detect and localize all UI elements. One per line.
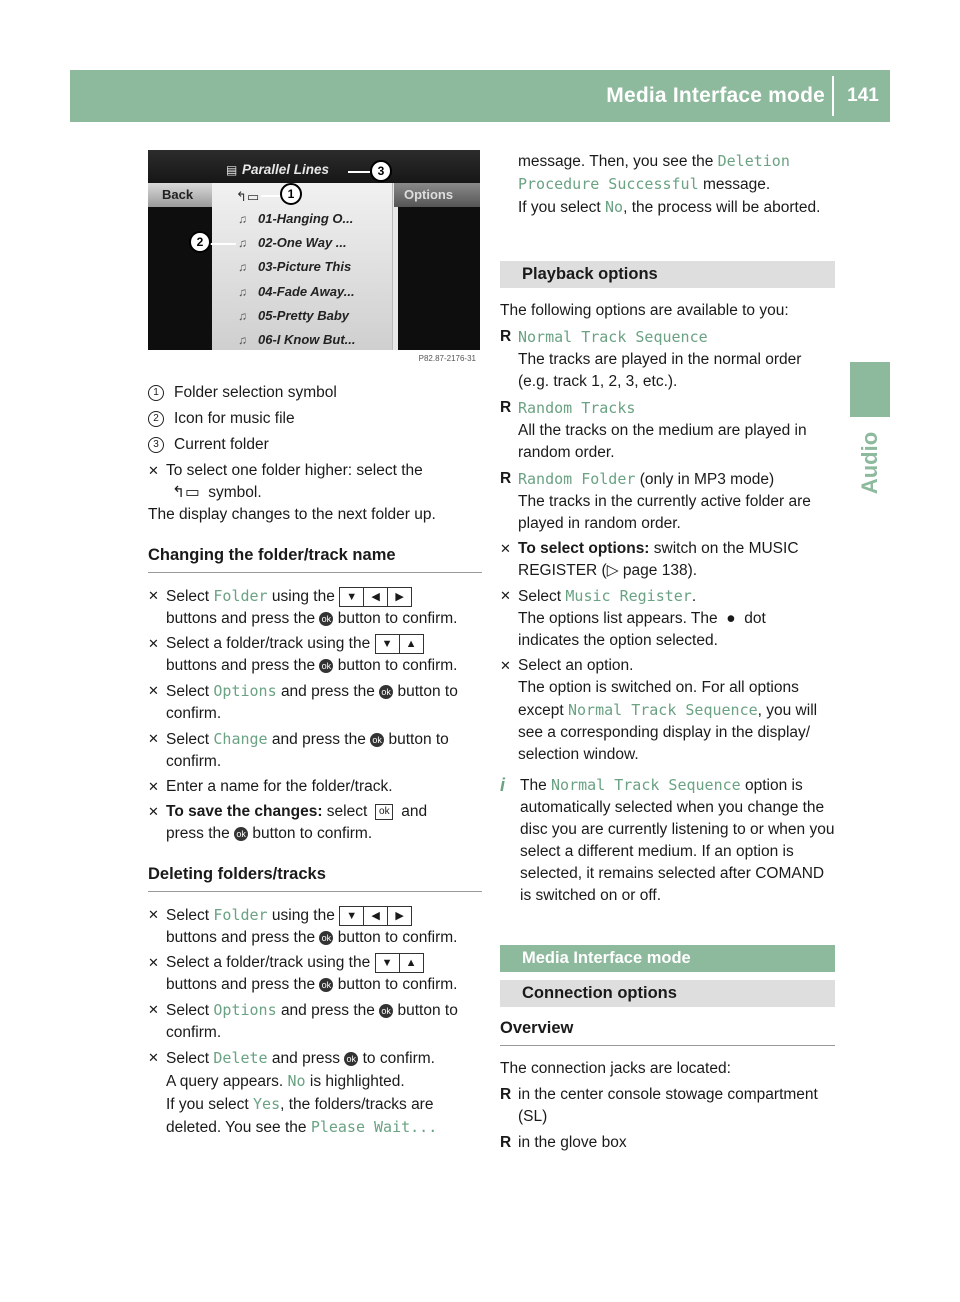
screen-options-button: Options <box>394 183 480 207</box>
bullet-jack: R in the glove box <box>500 1132 835 1154</box>
step: ✕ Select Options and press the ok button to confirm. <box>148 1001 458 1041</box>
music-note-icon: ♫ <box>238 309 247 323</box>
section-title-playback: Playback options <box>500 261 835 288</box>
step: ✕ Select Change and press the ok button to confirm. <box>148 730 449 770</box>
legend-item: 2 Icon for music file <box>148 408 482 430</box>
right-key-icon: ▶ <box>387 906 411 926</box>
screen-scrollbar <box>392 183 398 350</box>
image-code: P82.87-2176-31 <box>418 354 476 363</box>
playback-intro: The following options are available to you: <box>500 302 789 319</box>
ok-button-icon: ok <box>344 1052 358 1066</box>
page-number: 141 <box>847 85 879 106</box>
bullet-jack: R in the center console stowage compartment (SL) <box>500 1086 818 1125</box>
screen-current-folder: ▤ Parallel Lines <box>226 159 329 181</box>
bullet-random-folder: R Random Folder (only in MP3 mode) The tracks in the currently active folder are played in random order. <box>500 470 811 532</box>
callout-line-2 <box>210 243 236 245</box>
delete-continued: message. Then, you see the Deletion Procedure Successful message. If you select No, the process will be aborted. <box>518 152 821 216</box>
direction-keys <box>375 634 424 654</box>
step: ✕ Select a folder/track using the ▼ ▲ buttons and press the ok button to confirm. <box>148 635 458 674</box>
callout-line-3 <box>348 171 370 173</box>
direction-keys <box>375 953 424 973</box>
ok-button-icon: ok <box>319 931 333 945</box>
bullet-marker: R <box>500 1134 512 1151</box>
down-key-icon: ▼ <box>375 634 399 654</box>
screen-track-row: ♫ 05-Pretty Baby <box>238 308 350 323</box>
ok-button-icon: ok <box>319 659 333 673</box>
section-title-connection: Connection options <box>500 980 835 1007</box>
bullet-random-tracks: R Random Tracks All the tracks on the medium are played in random order. <box>500 399 807 461</box>
step-arrow-icon: ✕ <box>148 779 159 794</box>
music-note-icon: ♫ <box>238 212 247 226</box>
screen-track-row: ♫ 06-I Know But... <box>238 332 356 347</box>
section-tab-marker <box>850 362 890 417</box>
callout-line-1 <box>261 195 281 197</box>
step-arrow-icon: ✕ <box>148 463 159 478</box>
step-arrow-icon: ✕ <box>500 658 511 673</box>
step: ✕ Select Music Register. The options list appears. The ● dot indicates the option selected. <box>500 587 766 649</box>
header-divider <box>832 76 834 116</box>
screen-track-row: ♫ 02-One Way ... <box>238 235 347 250</box>
left-column <box>148 150 482 1139</box>
step: ✕ To save the changes: select ok and press the ok button to confirm. <box>148 803 428 842</box>
ok-symbol-icon: ok <box>375 804 393 820</box>
step-arrow-icon: ✕ <box>148 907 159 922</box>
right-column <box>500 150 835 1154</box>
section-title-overview: Overview <box>500 1017 835 1046</box>
step: ✕ Select Options and press the ok button to confirm. <box>148 682 458 722</box>
folder-icon: ▤ <box>226 163 238 177</box>
step-arrow-icon: ✕ <box>148 1050 159 1065</box>
comand-screen-image <box>148 150 480 350</box>
step-arrow-icon: ✕ <box>148 1002 159 1017</box>
ok-button-icon: ok <box>319 612 333 626</box>
up-key-icon: ▲ <box>399 953 423 973</box>
step: ✕ Select Folder using the ▼ ◀ ▶ buttons and press the ok button to confirm. <box>148 587 458 627</box>
ok-button-icon: ok <box>379 685 393 699</box>
bullet-marker: R <box>500 470 512 487</box>
step-arrow-icon: ✕ <box>148 731 159 746</box>
step: ✕ Select Folder using the ▼ ◀ ▶ buttons and press the ok button to confirm. <box>148 906 458 946</box>
step: ✕ Select an option. The option is switched on. For all options except Normal Track Sequence, you will see a corresponding display in the display/ selection window. <box>500 657 818 763</box>
down-key-icon: ▼ <box>339 587 363 607</box>
section-title-rename: Changing the folder/track name <box>148 544 482 573</box>
direction-keys <box>339 906 412 926</box>
music-note-icon: ♫ <box>238 333 247 347</box>
down-key-icon: ▼ <box>339 906 363 926</box>
step-arrow-icon: ✕ <box>148 955 159 970</box>
ok-button-icon: ok <box>234 827 248 841</box>
step: ✕ Enter a name for the folder/track. <box>148 776 482 798</box>
right-key-icon: ▶ <box>387 587 411 607</box>
left-key-icon: ◀ <box>363 906 387 926</box>
callout-2: 2 <box>189 231 211 253</box>
jacks-intro: The connection jacks are located: <box>500 1060 731 1077</box>
folder-up-symbol-icon: ↰▭ <box>172 484 200 501</box>
down-key-icon: ▼ <box>375 953 399 973</box>
section-title-media-interface: Media Interface mode <box>500 945 835 972</box>
step-arrow-icon: ✕ <box>148 636 159 651</box>
step-result: The display changes to the next folder up. <box>148 506 436 523</box>
ok-button-icon: ok <box>370 733 384 747</box>
callout-3: 3 <box>370 160 392 182</box>
info-note: i The Normal Track Sequence option is automatically selected when you change the disc you are currently listening to or when you select a different medium. If an option is selected, it remains selected after COMAND is switched on or off. <box>500 775 835 904</box>
bullet-normal-track: R Normal Track Sequence The tracks are played in the normal order (e.g. track 1, 2, 3, etc.). <box>500 328 802 390</box>
folder-up-icon: ↰▭ <box>236 189 260 204</box>
step: ✕ Select Delete and press ok to confirm. A query appears. No is highlighted. If you select Yes, the folders/tracks are deleted. You see the Please Wait... <box>148 1049 438 1136</box>
selected-dot-icon: ● <box>721 610 740 627</box>
music-note-icon: ♫ <box>238 236 247 250</box>
step-arrow-icon: ✕ <box>148 683 159 698</box>
ok-button-icon: ok <box>319 978 333 992</box>
step-arrow-icon: ✕ <box>148 804 159 819</box>
step-arrow-icon: ✕ <box>500 588 511 603</box>
bullet-marker: R <box>500 399 512 416</box>
screen-back-button: Back <box>148 183 212 207</box>
bullet-marker: R <box>500 1086 512 1103</box>
screen-track-row: ♫ 01-Hanging O... <box>238 211 354 226</box>
ok-button-icon: ok <box>379 1004 393 1018</box>
step-arrow-icon: ✕ <box>148 588 159 603</box>
step-folder-up: ✕ To select one folder higher: select the ↰▭ symbol. <box>148 462 423 501</box>
legend-list <box>148 382 482 456</box>
screen-track-row: ♫ 04-Fade Away... <box>238 284 355 299</box>
step: ✕ Select a folder/track using the ▼ ▲ buttons and press the ok button to confirm. <box>148 954 458 993</box>
page-header-title: Media Interface mode <box>606 84 825 107</box>
direction-keys <box>339 587 412 607</box>
music-note-icon: ♫ <box>238 260 247 274</box>
info-icon: i <box>500 775 506 795</box>
up-key-icon: ▲ <box>399 634 423 654</box>
section-title-delete: Deleting folders/tracks <box>148 863 482 892</box>
music-note-icon: ♫ <box>238 285 247 299</box>
step: ✕ To select options: switch on the MUSIC REGISTER (▷ page 138). <box>500 540 799 579</box>
callout-1: 1 <box>280 183 302 205</box>
step-arrow-icon: ✕ <box>500 541 511 556</box>
left-key-icon: ◀ <box>363 587 387 607</box>
bullet-marker: R <box>500 328 512 345</box>
legend-item: 1 Folder selection symbol <box>148 382 482 404</box>
section-tab-label: Audio <box>857 431 882 495</box>
legend-item: 3 Current folder <box>148 434 482 456</box>
screen-track-row: ♫ 03-Picture This <box>238 259 352 274</box>
